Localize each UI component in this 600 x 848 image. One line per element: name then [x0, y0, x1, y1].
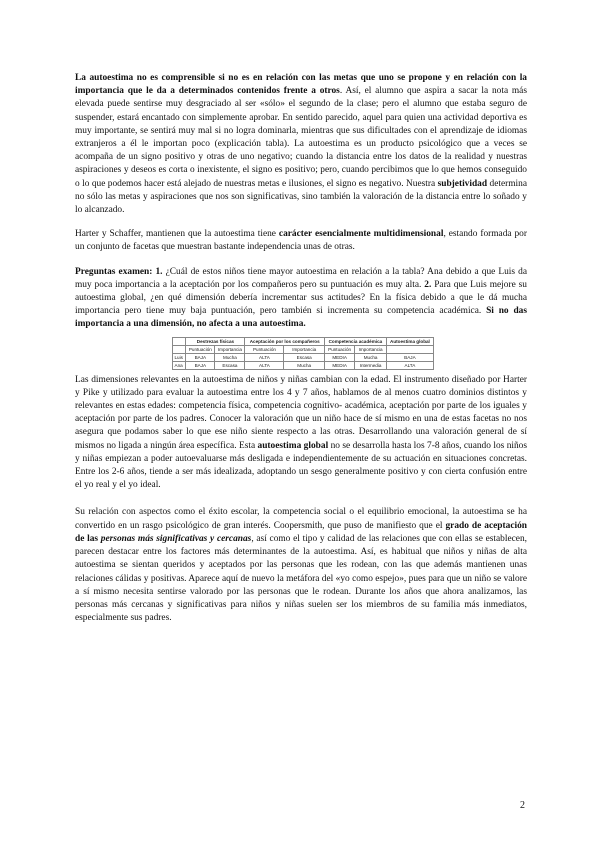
document-page [75, 72, 527, 625]
paragraph-dimensions: Las dimensiones relevantes en la autoestima de niños y niñas cambian con la edad. El instrumento diseñado por Harter y Pike y utilizado para evaluar la autoestima entre los 4 y 7 años, hablamos de al menos cuatro dominios distintos y relevantes en estas edades: competencia física, competencia cognitivo- académica, aceptación por parte de los iguales y aceptación por parte de los padres. Conocer la valoración que un niño hace de sí mismo en una de estas facetas no nos asegura que podamos saber lo que ese niño siente respecto a las otras. Desarrollando una valoración general de sí mismos no ligada a ningún área específica. Esta autoestima global no se desarrolla hasta los 7-8 años, cuando los niños y niñas empiezan a poder autoevaluarse más desligada e independientemente de su actuación en situaciones concretas. Entre los 2-6 años, tiende a ser más idealizada, adoptando un sesgo generalmente positivo y con cierta confusión entre el yo real y el yo ideal. [75, 374, 528, 491]
table-header-row [173, 337, 434, 345]
paragraph-goals: La autoestima no es comprensible si no es en relación con las metas que uno se propone y en relación con la importancia que le da a determinados contenidos frente a otros. Así, el alumno que aspira a sacar la nota más elevada puede sentirse muy desgraciado al ser «sólo» el segundo de la clase; pero el alumno que estaba seguro de suspender, estará encantado con simplemente aprobar. En sentido parecido, aquel para quien una actividad deportiva es muy importante, se sentirá muy mal si no logra dominarla, mientras que sus dificultades con el aprendizaje de idiomas extranjeros a él le importan poco (explicación tabla). La autoestima es un producto psicológico que a veces se acompaña de un signo positivo y otras de uno negativo; cuando la distancia entre los datos de la realidad y nuestras aspiraciones y deseos es corta o inexistente, el signo es positivo; pero, cuando percibimos que lo que hemos conseguido o lo que podemos hacer está alejado de nuestras metas e ilusiones, el signo es negativo. Nuestra subjetividad determina no sólo las metas y aspiraciones que nos son significativas, sino también la valoración de la distancia entre lo soñado y lo alcanzado. [75, 73, 528, 216]
table-header: Destrezas físicas [186, 337, 245, 345]
bold-lead: La autoestima no es comprensible si no es en relación con las metas que uno se propone y en relación con la importancia que le da a determinados contenidos frente a otros [75, 73, 527, 97]
table-row: Luis BAJA Mucha ALTA Escasa MEDIA Mucha BAJA [173, 353, 434, 361]
table-row: Ana BAJA Escasa ALTA Mucha MEDIA Intermedia ALTA [173, 361, 434, 369]
page-number: 2 [520, 800, 525, 811]
paragraph-harter-schaffer: Harter y Schaffer, mantienen que la autoestima tiene carácter esencialmente multidimensional, estando formada por un conjunto de facetas que muestran bastante independencia unas de otras. [75, 229, 527, 253]
table-subheader-row: Puntuación Importancia Puntuación Importancia Puntuación Importancia [173, 345, 434, 353]
table-header: Aceptación por los compañeros [245, 337, 324, 345]
paragraph-exam-questions: Preguntas examen: 1. ¿Cuál de estos niños tiene mayor autoestima en relación a la tabla? Ana debido a que Luis da muy poca importancia a la aceptación por los compañeros pero su puntuación es muy alta. 2. Para que Luis mejore su autoestima global, ¿en qué dimensión debería incrementar sus actitudes? En la física debido a que le dá mucha importancia pero tiene muy baja puntuación, pero también si incrementa su competencia académica. Si no das importancia a una dimensión, no afecta a una autoestima. [75, 266, 527, 330]
paragraph-coopersmith: Su relación con aspectos como el éxito escolar, la competencia social o el equilibrio emocional, la autoestima se ha convertido en un rasgo psicológico de gran interés. Coopersmith, que puso de manifiesto que el grado de aceptación de las personas más significativas y cercanas, así como el tipo y calidad de las relaciones que con ellas se establecen, parecen destacar entre los factores más determinantes de la autoestima. Así, es habitual que niños y niñas de alta autoestima se sientan queridos y aceptados por las personas que les rodean, con las que además mantienen unas relaciones cálidas y positivas. Aparece aquí de nuevo la metáfora del «yo como espejo», pues para que un niño se valore a sí mismo necesita sentirse valorado por las personas que le rodean. Durante los años que ahora analizamos, las personas más cercanas y significativas para niños y niñas suelen ser los miembros de su familia más inmediatos, especialmente sus padres. [75, 507, 528, 624]
self-esteem-table [172, 337, 434, 370]
table-header: Autoestima global [386, 337, 433, 345]
table-header: Competencia académica [324, 337, 386, 345]
